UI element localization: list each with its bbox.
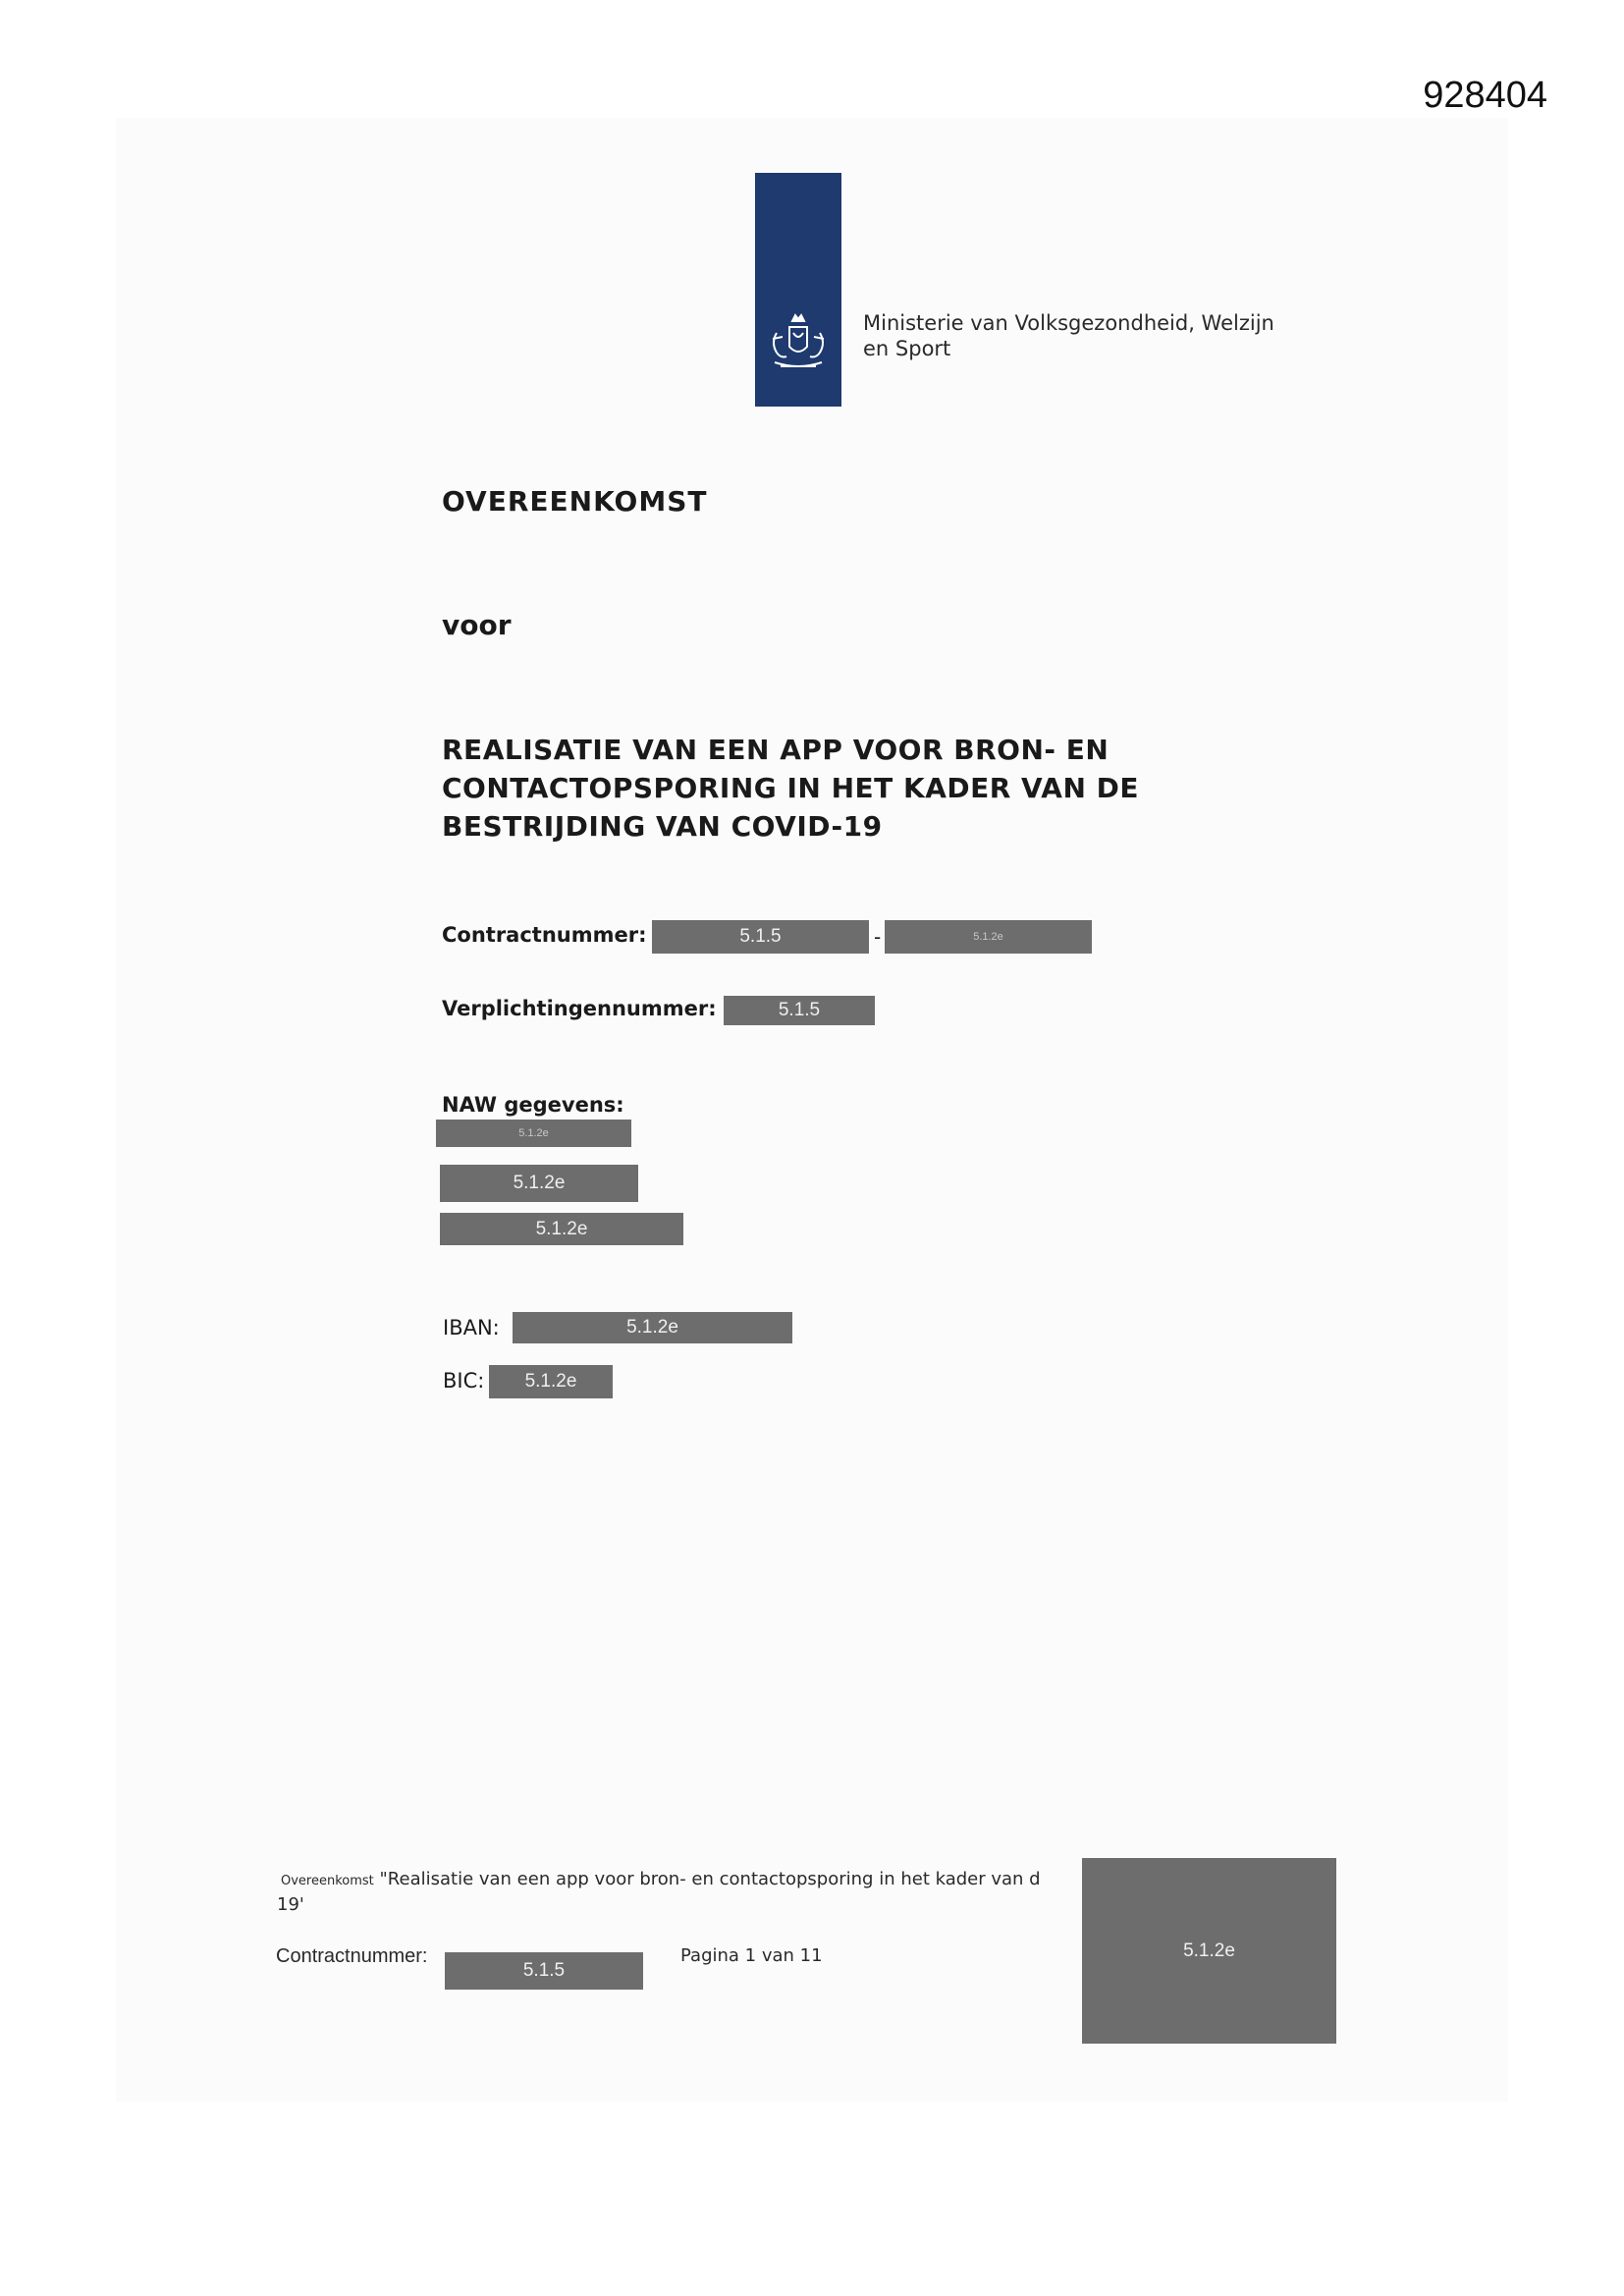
document-title: OVEREENKOMST [442,485,708,518]
ministry-name [863,310,1295,361]
naw-label: NAW gegevens: [442,1093,624,1117]
naw-redaction-1: 5.1.2e [436,1120,631,1147]
naw-redaction-2: 5.1.2e [440,1165,638,1202]
iban-label: IBAN: [443,1316,500,1339]
footer-agreement-prefix: Overeenkomst [281,1874,374,1888]
footer-contract-label: Contractnummer: [276,1945,428,1967]
document-subject [442,731,1188,846]
page-number: Pagina 1 van 11 [680,1945,823,1966]
contract-number-redaction-2: 5.1.2e [885,920,1092,954]
rijksoverheid-logo [755,173,841,407]
commitment-number-label: Verplichtingennummer: [442,997,717,1020]
bic-redaction: 5.1.2e [489,1365,613,1398]
footer-agreement-line-2: 19' [277,1894,304,1915]
subject-line-1: REALISATIE VAN EEN APP VOOR BRON- EN [442,734,1110,766]
contract-number-redaction-1: 5.1.5 [652,920,869,954]
footer-agreement-line-1 [281,1869,1076,1889]
scanned-page [116,118,1508,2102]
ministry-line-1: Ministerie van Volksgezondheid, Welzijn [863,311,1274,335]
ministry-line-2: en Sport [863,337,951,360]
coat-of-arms-icon [763,313,834,378]
iban-redaction: 5.1.2e [513,1312,792,1343]
document-number: 928404 [1423,75,1547,116]
commitment-number-redaction: 5.1.5 [724,996,875,1025]
voor-label: voor [442,609,512,641]
bic-label: BIC: [443,1369,485,1393]
naw-redaction-3: 5.1.2e [440,1213,683,1245]
subject-line-3: BESTRIJDING VAN COVID-19 [442,810,883,843]
signature-redaction: 5.1.2e [1082,1858,1336,2044]
footer-agreement-text: "Realisatie van een app voor bron- en contactopsporing in het kader van d [379,1869,1041,1889]
contract-number-label: Contractnummer: [442,923,647,947]
contract-separator: - [874,925,882,949]
subject-line-2: CONTACTOPSPORING IN HET KADER VAN DE [442,772,1140,804]
footer-contract-redaction: 5.1.5 [445,1952,643,1990]
